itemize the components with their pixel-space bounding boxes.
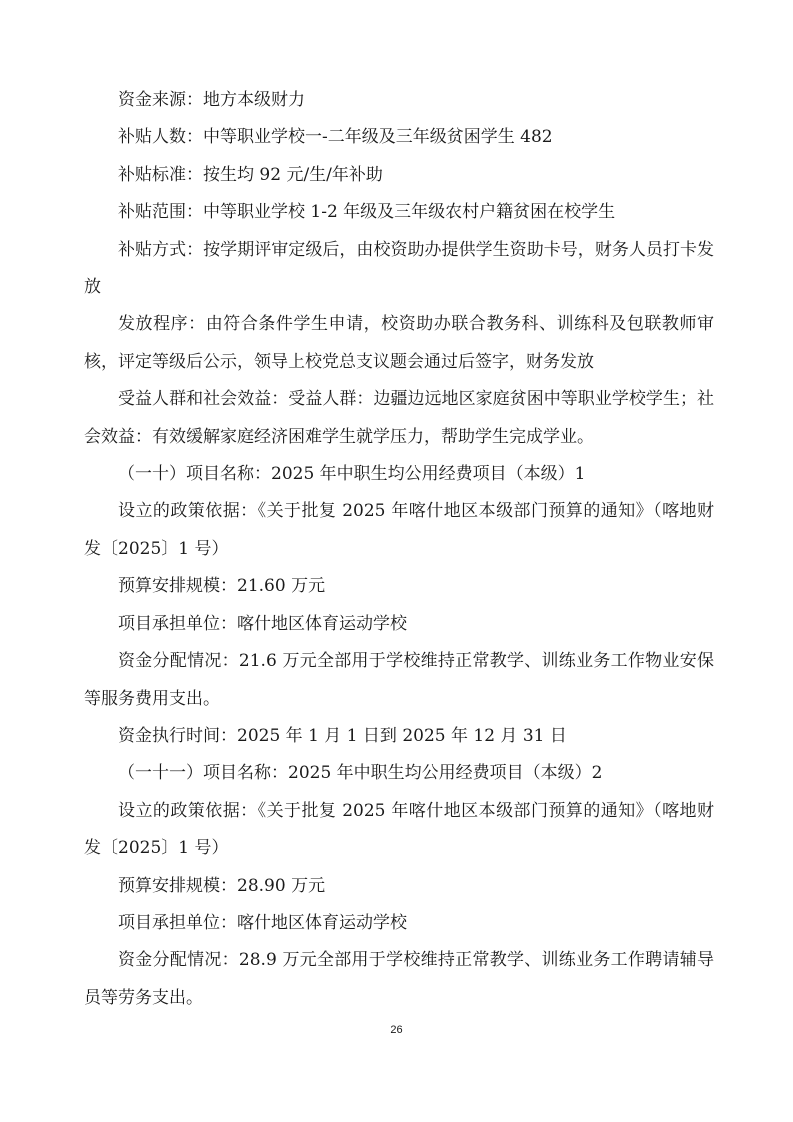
paragraph-project-10-policy: 设立的政策依据：《关于批复 2025 年喀什地区本级部门预算的通知》（喀地财发〔2025〕1 号） <box>84 501 714 559</box>
paragraph-subsidy-scope: 补贴范围：中等职业学校 1-2 年级及三年级农村户籍贫困在校学生 <box>118 202 616 223</box>
paragraph-disbursement-procedure: 发放程序：由符合条件学生申请，校资助办联合教务科、训练科及包联教师审核，评定等级后公示，领导上校党总支议题会通过后签字，财务发放 <box>84 314 714 372</box>
paragraph-project-10-unit: 项目承担单位：喀什地区体育运动学校 <box>118 613 407 634</box>
paragraph-project-11-unit: 项目承担单位：喀什地区体育运动学校 <box>118 912 407 933</box>
paragraph-project-11-allocation: 资金分配情况：28.9 万元全部用于学校维持正常教学、训练业务工作聘请辅导员等劳务支出。 <box>84 950 714 1008</box>
paragraph-project-11-policy: 设立的政策依据：《关于批复 2025 年喀什地区本级部门预算的通知》（喀地财发〔2025〕1 号） <box>84 800 714 859</box>
paragraph-beneficiaries: 受益人群和社会效益：受益人群：边疆边远地区家庭贫困中等职业学校学生；社会效益：有效缓解家庭经济困难学生就学压力，帮助学生完成学业。 <box>84 389 714 447</box>
document-body <box>84 82 714 1017</box>
paragraph-subsidy-count: 补贴人数：中等职业学校一-二年级及三年级贫困学生 482 <box>118 127 553 148</box>
paragraph-project-11-title: （一十一）项目名称：2025 年中职生均公用经费项目（本级）2 <box>118 763 603 784</box>
paragraph-subsidy-method: 补贴方式：按学期评审定级后，由校资助办提供学生资助卡号，财务人员打卡发放 <box>84 239 714 298</box>
paragraph-project-10-title: （一十）项目名称：2025 年中职生均公用经费项目（本级）1 <box>118 464 586 485</box>
paragraph-funding-source: 资金来源：地方本级财力 <box>118 90 305 110</box>
paragraph-subsidy-standard: 补贴标准：按生均 92 元/生/年补助 <box>118 164 383 185</box>
page-number: 26 <box>390 1024 403 1036</box>
paragraph-project-10-allocation: 资金分配情况：21.6 万元全部用于学校维持正常教学、训练业务工作物业安保等服务费用支出。 <box>84 651 714 709</box>
paragraph-project-10-budget: 预算安排规模：21.60 万元 <box>118 576 326 597</box>
paragraph-project-11-budget: 预算安排规模：28.90 万元 <box>118 875 326 896</box>
paragraph-project-10-period: 资金执行时间：2025 年 1 月 1 日到 2025 年 12 月 31 日 <box>118 725 567 746</box>
